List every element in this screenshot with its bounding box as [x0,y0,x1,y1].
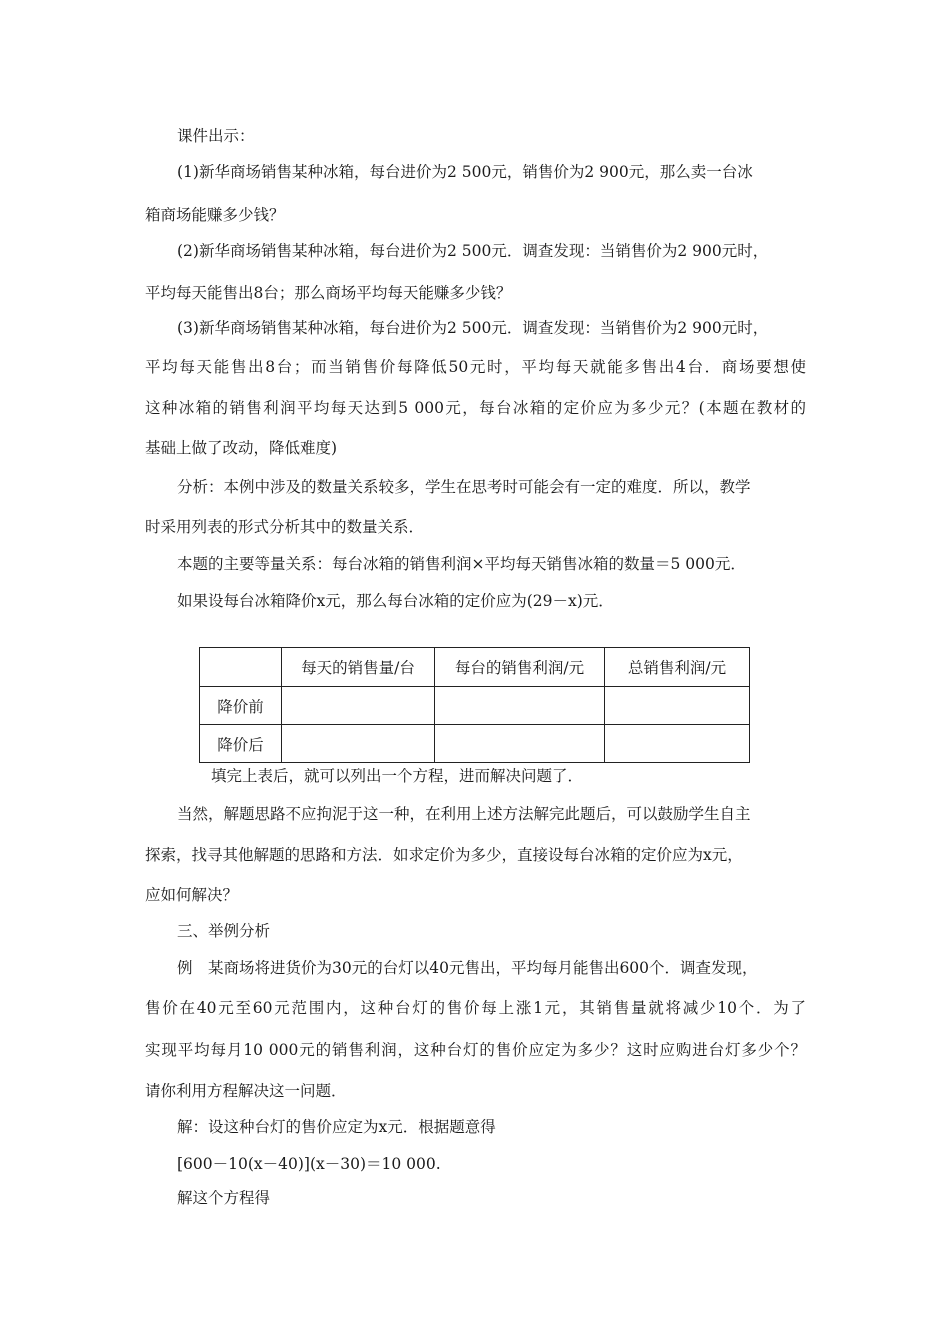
table-header-cell: 每天的销售量/台 [282,648,435,687]
text-line: (1)新华商场销售某种冰箱，每台进价为2 500元，销售价为2 900元，那么卖一台冰 [177,163,753,181]
text-line: 这种冰箱的销售利润平均每天达到5 000元，每台冰箱的定价应为多少元？(本题在教材的 [145,399,806,417]
table-cell [435,687,605,725]
table-row [200,687,750,725]
table-header-cell: 总销售利润/元 [605,648,750,687]
sales-table [199,647,750,763]
text-line: 解：设这种台灯的售价应定为x元．根据题意得 [177,1118,496,1136]
table-cell [282,725,435,763]
text-line: 分析：本例中涉及的数量关系较多，学生在思考时可能会有一定的难度．所以，教学 [177,478,751,496]
text-line: 时采用列表的形式分析其中的数量关系． [145,518,425,536]
text-line: 应如何解决？ [145,886,239,904]
text-line: 平均每天能售出8台；而当销售价每降低50元时，平均每天就能多售出4台．商场要想使 [145,358,806,376]
table-cell [605,725,750,763]
text-line: 请你利用方程解决这一问题． [145,1082,347,1100]
text-line: (2)新华商场销售某种冰箱，每台进价为2 500元．调查发现：当销售价为2 900元时， [177,242,769,260]
text-line: 本题的主要等量关系：每台冰箱的销售利润×平均每天销售冰箱的数量＝5 000元． [177,555,746,573]
text-line: 实现平均每月10 000元的销售利润，这种台灯的售价应定为多少？这时应购进台灯多少个？ [145,1041,806,1059]
text-line: 探索，找寻其他解题的思路和方法．如求定价为多少，直接设每台冰箱的定价应为x元， [145,846,743,864]
table-cell [605,687,750,725]
table-row-label: 降价前 [200,687,282,725]
text-line: 当然，解题思路不应拘泥于这一种，在利用上述方法解完此题后，可以鼓励学生自主 [177,805,751,823]
text-line: 平均每天能售出8台；那么商场平均每天能赚多少钱？ [145,284,512,302]
text-line: 填完上表后，就可以列出一个方程，进而解决问题了． [211,767,584,785]
equation: [600－10(x－40)](x－30)＝10 000. [177,1155,441,1173]
table-cell [435,725,605,763]
text-line: 售价在40元至60元范围内，这种台灯的售价每上涨1元，其销售量就将减少10个．为了 [145,999,806,1017]
text-line: 基础上做了改动，降低难度) [145,439,338,457]
text-line: 例 某商场将进货价为30元的台灯以40元售出，平均每月能售出600个．调查发现， [177,959,758,977]
text-line: (3)新华商场销售某种冰箱，每台进价为2 500元．调查发现：当销售价为2 900元时， [177,319,769,337]
table-header-row [200,648,750,687]
text-line: 箱商场能赚多少钱？ [145,206,285,224]
table-row [200,725,750,763]
table-row-label: 降价后 [200,725,282,763]
text-line: 如果设每台冰箱降价x元，那么每台冰箱的定价应为(29－x)元． [177,592,614,610]
text-line: 解这个方程得 [177,1189,271,1207]
text-line: 课件出示： [177,127,255,145]
section-heading: 三、举例分析 [177,922,271,940]
table-cell [282,687,435,725]
table-header-cell: 每台的销售利润/元 [435,648,605,687]
table-header-cell [200,648,282,687]
